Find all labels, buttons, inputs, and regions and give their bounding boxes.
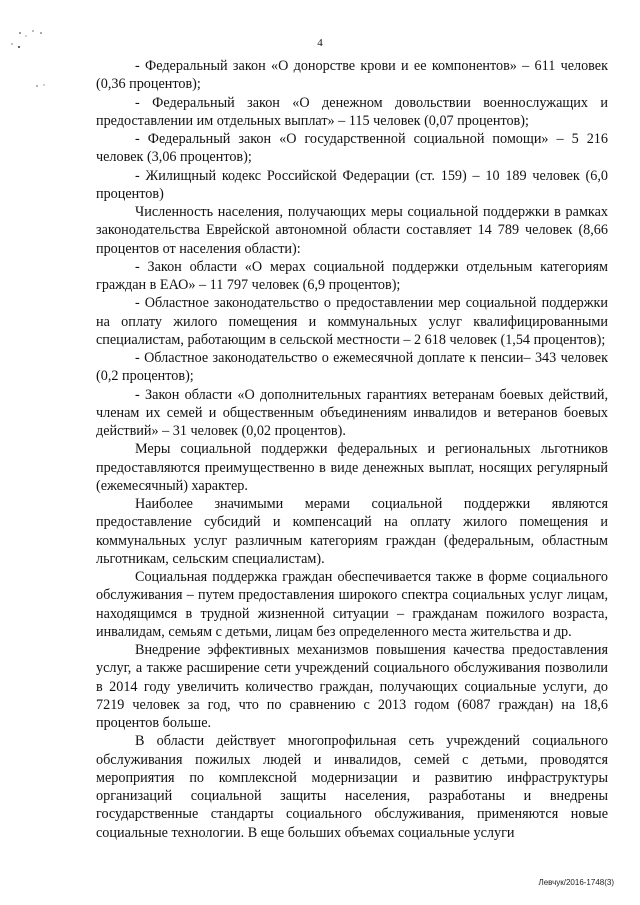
paragraph-service-network: В области действует многопрофильная сеть учреждений социального обслуживания пожилых людей и инвалидов, семей с детьми, проводятся мероприятия по комплексной модернизации и развитию инфраструктуры организаций социальной защиты населения, разработаны и внедрены государственные стандарты социального обслуживания, применяются новые социальные технологии. В еще больших объемах социальные услуги bbox=[96, 733, 608, 841]
list-item-social-assistance-law: - Федеральный закон «О государственной социальной помощи» – 5 216 человек (3,06 процентов); bbox=[96, 131, 608, 166]
list-item-rural-specialists: - Областное законодательство о предоставлении мер социальной поддержки на оплату жилого помещения и коммунальных услуг квалифицированными специалистам, работающим в сельской местности – 2 618 человек (1,54 процентов); bbox=[96, 295, 608, 348]
paragraph-subsidies: Наиболее значимыми мерами социальной поддержки являются предоставление субсидий и компенсаций на оплату жилого помещения и коммунальных услуг различным категориям граждан (федеральным, областным льготникам, сельским специалистам). bbox=[96, 496, 608, 567]
document-reference-code: Левчук/2016-1748(3) bbox=[538, 878, 614, 887]
list-item-regional-categories-law: - Закон области «О мерах социальной поддержки отдельным категориям граждан в ЕАО» – 11 797 человек (6,9 процентов); bbox=[96, 258, 608, 293]
list-item-veterans-law: - Закон области «О дополнительных гарантиях ветеранам боевых действий, членам их семей и общественным объединениям инвалидов и ветеранов боевых действий» – 31 человек (0,02 процентов). bbox=[96, 386, 608, 439]
document-body bbox=[96, 57, 608, 842]
list-item-housing-code: - Жилищный кодекс Российской Федерации (ст. 159) – 10 189 человек (6,0 процентов) bbox=[96, 167, 608, 202]
paragraph-regional-recipients: Численность населения, получающих меры социальной поддержки в рамках законодательства Еврейской автономной области составляет 14 789 человек (8,66 процентов от населения области): bbox=[96, 204, 608, 257]
page-number: 4 bbox=[317, 37, 323, 49]
list-item-military-allowance-law: - Федеральный закон «О денежном довольствии военнослужащих и предоставлении им отдельных выплат» – 115 человек (0,07 процентов); bbox=[96, 94, 608, 129]
paragraph-service-growth: Внедрение эффективных механизмов повышения качества предоставления услуг, а также расширение сети учреждений социального обслуживания позволили в 2014 году увеличить количество граждан, получающих социальные услуги, до 7219 человек за год, что по сравнению с 2013 годом (6087 граждан) на 18,6 процентов больше. bbox=[96, 642, 608, 731]
scan-speckles bbox=[0, 0, 60, 110]
list-item-pension-supplement: - Областное законодательство о ежемесячной доплате к пенсии– 343 человек (0,2 процентов); bbox=[96, 350, 608, 385]
list-item-blood-donation-law: - Федеральный закон «О донорстве крови и ее компонентов» – 611 человек (0,36 процентов); bbox=[96, 58, 608, 93]
paragraph-social-services: Социальная поддержка граждан обеспечивается также в форме социального обслуживания – путем предоставления широкого спектра социальных услуг лицам, находящимся в трудной жизненной ситуации – гражданам пожилого возраста, инвалидам, семьям с детьми, лицам без определенного места жительства и др. bbox=[96, 569, 608, 640]
paragraph-cash-payments: Меры социальной поддержки федеральных и региональных льготников предоставляются преимущественно в виде денежных выплат, носящих регулярный (ежемесячный) характер. bbox=[96, 441, 608, 494]
